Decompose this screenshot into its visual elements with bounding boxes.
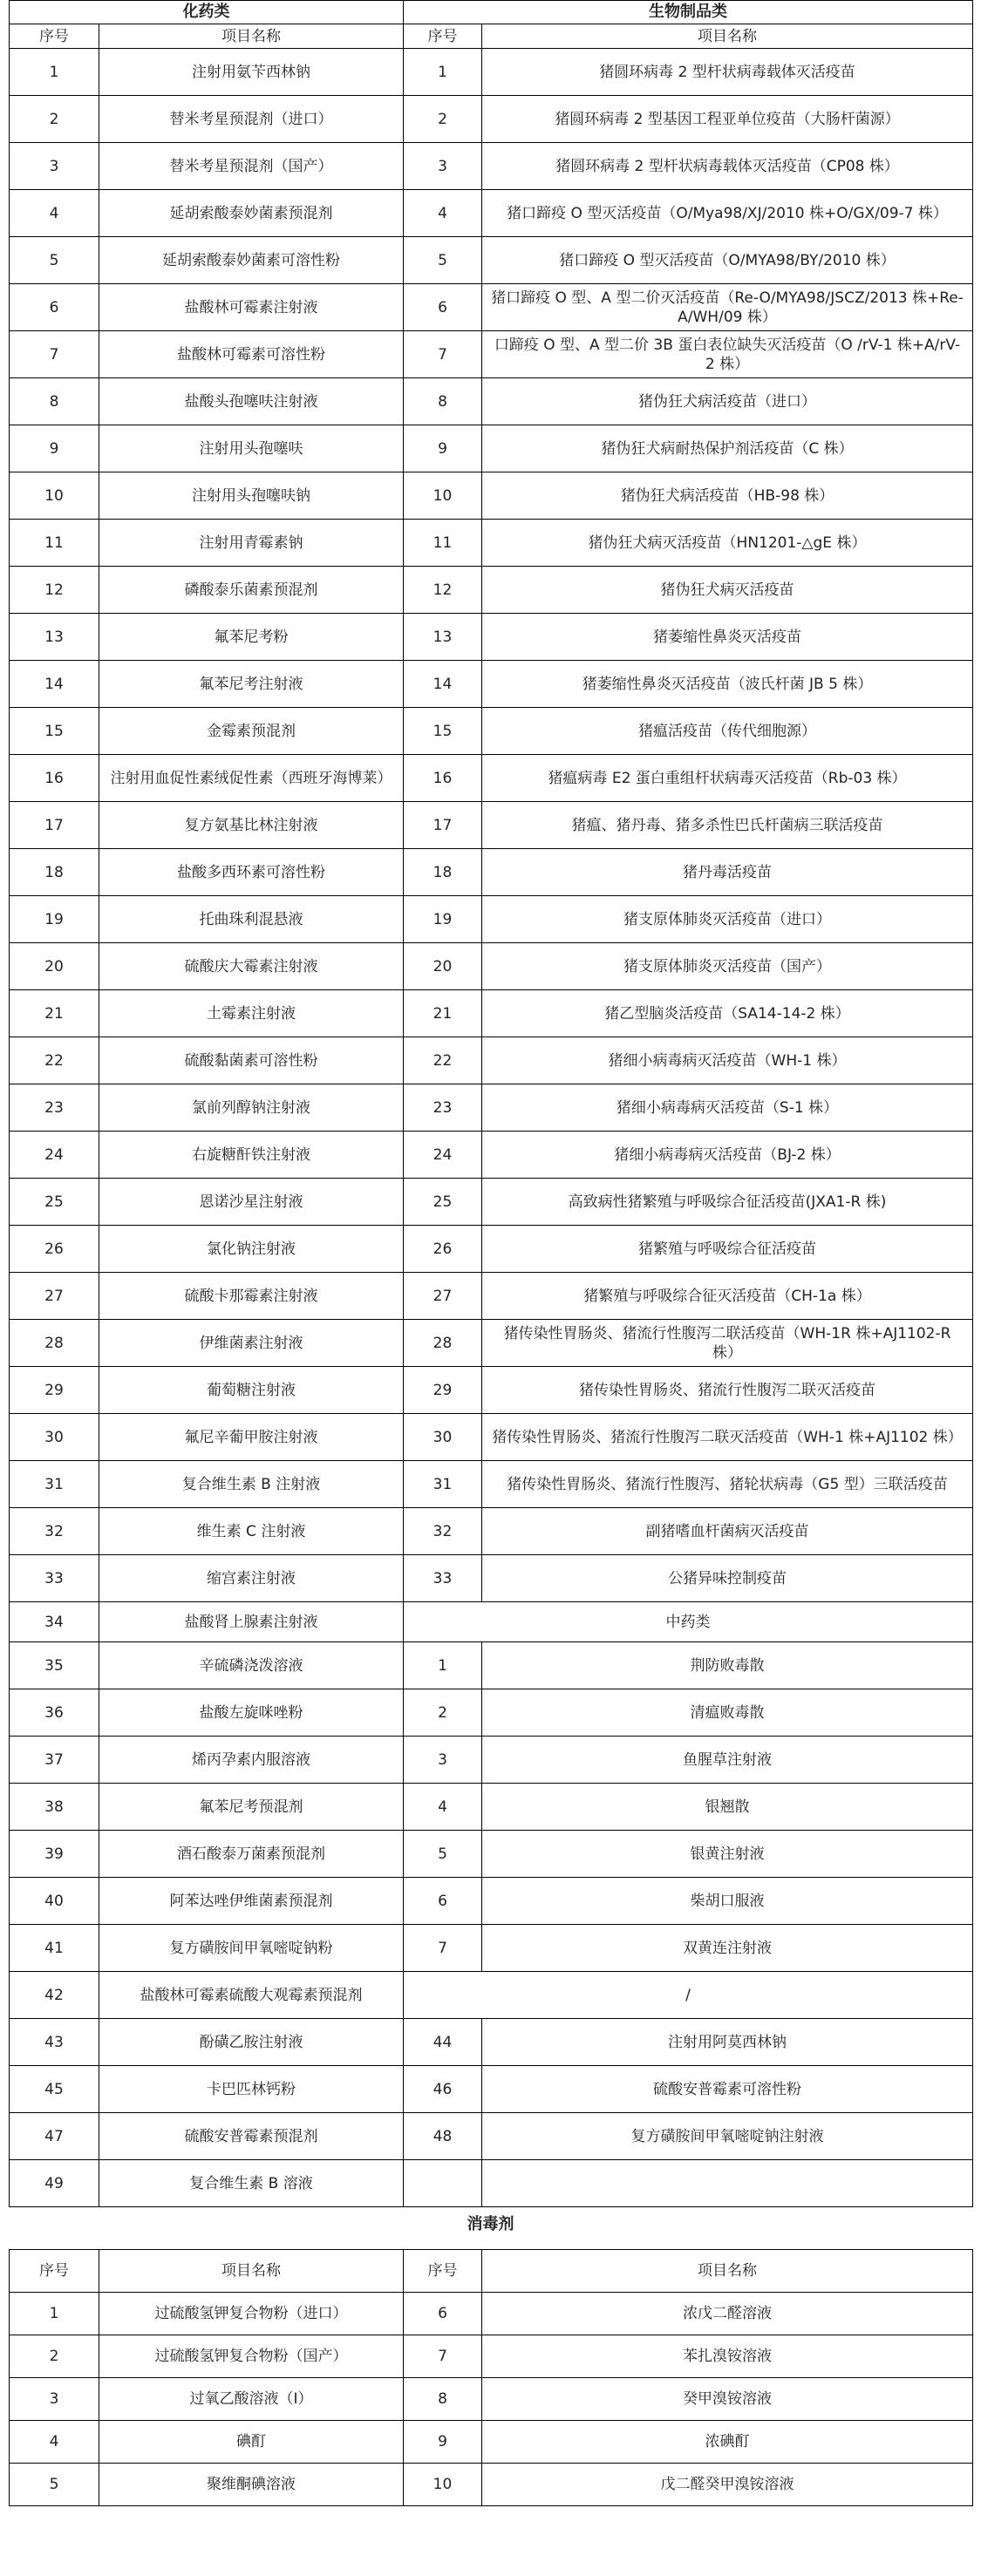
bio-item-no: 1	[404, 49, 482, 96]
chem-item-name: 托曲珠利混悬液	[99, 896, 404, 943]
chem-item-name: 酒石酸泰万菌素预混剂	[99, 1831, 404, 1878]
table-row	[10, 2464, 973, 2506]
chem-item-name: 注射用头孢噻呋钠	[99, 472, 404, 520]
table-row	[10, 49, 973, 96]
table-row	[10, 2019, 973, 2066]
chem-item-no: 31	[10, 1461, 99, 1508]
chem-item-name: 硫酸庆大霉素注射液	[99, 943, 404, 990]
dis-col-no-header: 序号	[10, 2250, 99, 2293]
tcm-item-no: 7	[404, 1925, 482, 1972]
bio-item-no: 24	[404, 1132, 482, 1179]
chem-item-no: 42	[10, 1972, 99, 2019]
chem-item-name: 复合维生素 B 溶液	[99, 2160, 404, 2207]
table-row	[10, 1508, 973, 1555]
bio-item-name: 猪萎缩性鼻炎灭活疫苗（波氏杆菌 JB 5 株）	[482, 661, 973, 708]
bio-item-name: 猪繁殖与呼吸综合征灭活疫苗（CH-1a 株）	[482, 1273, 973, 1320]
table-row	[10, 1972, 973, 2019]
chem-item-no: 45	[10, 2066, 99, 2113]
chem-item-no: 18	[10, 849, 99, 896]
dis-item-name: 过硫酸氢钾复合物粉（进口）	[99, 2293, 404, 2335]
bio-item-no: 18	[404, 849, 482, 896]
bio-item-no: 11	[404, 520, 482, 567]
chem-item-name: 卡巴匹林钙粉	[99, 2066, 404, 2113]
bio-item-no: 25	[404, 1179, 482, 1226]
dis-item-name: 戊二醛癸甲溴铵溶液	[482, 2464, 973, 2506]
chem-item-name: 酚磺乙胺注射液	[99, 2019, 404, 2066]
chem-item-name: 金霉素预混剂	[99, 708, 404, 755]
table-row	[10, 943, 973, 990]
dis-item-no: 5	[10, 2464, 99, 2506]
bio-item-no: 23	[404, 1084, 482, 1132]
chem-item-no: 9	[10, 425, 99, 472]
bio-item-name: 副猪嗜血杆菌病灭活疫苗	[482, 1508, 973, 1555]
bio-item-no: 2	[404, 96, 482, 143]
bio-item-no: 31	[404, 1461, 482, 1508]
chem-item-no: 12	[10, 567, 99, 614]
table-row	[10, 2066, 973, 2113]
tcm-category-header: 中药类	[404, 1602, 973, 1642]
chem-item-no: 26	[10, 1226, 99, 1273]
bio-item-no: 5	[404, 237, 482, 284]
chem-item-name: 盐酸左旋咪唑粉	[99, 1689, 404, 1737]
chem-item-name: 盐酸肾上腺素注射液	[99, 1602, 404, 1642]
bio-item-name: 猪口蹄疫 O 型、A 型二价灭活疫苗（Re-O/MYA98/JSCZ/2013 株+Re-A/WH/09 株）	[482, 284, 973, 331]
dis-col-name-header-2: 项目名称	[482, 2250, 973, 2293]
bio-item-name: 猪传染性胃肠炎、猪流行性腹泻二联灭活疫苗（WH-1 株+AJ1102 株）	[482, 1414, 973, 1461]
bio-item-name: 猪口蹄疫 O 型灭活疫苗（O/Mya98/XJ/2010 株+O/GX/09-7 株）	[482, 190, 973, 237]
chem-item-no: 6	[10, 284, 99, 331]
chem-item-name: 伊维菌素注射液	[99, 1320, 404, 1367]
chem-item-name: 盐酸头孢噻呋注射液	[99, 378, 404, 425]
bio-item-no: 10	[404, 472, 482, 520]
chem-item-no: 7	[10, 331, 99, 378]
chem-item-name: 注射用青霉素钠	[99, 520, 404, 567]
bio-item-no: 8	[404, 378, 482, 425]
chem-item-name: 氯化钠注射液	[99, 1226, 404, 1273]
chem-item-name: 注射用氨苄西林钠	[99, 49, 404, 96]
table-row	[10, 190, 973, 237]
table-row	[10, 425, 973, 472]
dis-item-no: 4	[10, 2421, 99, 2464]
bio-item-name: 猪圆环病毒 2 型杆状病毒载体灭活疫苗（CP08 株）	[482, 143, 973, 190]
chem-item-name: 延胡索酸泰妙菌素可溶性粉	[99, 237, 404, 284]
table-row	[10, 143, 973, 190]
chem-item-no: 22	[10, 1037, 99, 1084]
dis-item-name: 苯扎溴铵溶液	[482, 2335, 973, 2378]
chem-item-name: 氟苯尼考注射液	[99, 661, 404, 708]
bio-item-name: 猪繁殖与呼吸综合征活疫苗	[482, 1226, 973, 1273]
chem-item-no: 49	[10, 2160, 99, 2207]
chem-item-no: 16	[10, 755, 99, 802]
chem-item-no: 27	[10, 1273, 99, 1320]
table-row	[10, 1226, 973, 1273]
chem-item-name: 注射用血促性素绒促性素（西班牙海博莱）	[99, 755, 404, 802]
bio-item-no: 26	[404, 1226, 482, 1273]
bio-item-name: 口蹄疫 O 型、A 型二价 3B 蛋白表位缺失灭活疫苗（O /rV-1 株+A/rV-2 株）	[482, 331, 973, 378]
table-row	[10, 2421, 973, 2464]
chem-item-name: 氟苯尼考粉	[99, 614, 404, 661]
bio-item-no: 17	[404, 802, 482, 849]
bio-item-no: 22	[404, 1037, 482, 1084]
bio-item-name: 高致病性猪繁殖与呼吸综合征活疫苗(JXA1-R 株)	[482, 1179, 973, 1226]
bio-item-no: 16	[404, 755, 482, 802]
chem-item-no: 20	[10, 943, 99, 990]
dis-item-no: 6	[404, 2293, 482, 2335]
chem-item-name: 维生素 C 注射液	[99, 1508, 404, 1555]
bio-item-no: 9	[404, 425, 482, 472]
bio-item-name: 猪细小病毒病灭活疫苗（S-1 株）	[482, 1084, 973, 1132]
chem-item-no: 38	[10, 1784, 99, 1831]
chem-item-name: 硫酸卡那霉素注射液	[99, 1273, 404, 1320]
table-row	[10, 614, 973, 661]
empty-slash-cell: /	[404, 1972, 973, 2019]
bio-item-name: 猪萎缩性鼻炎灭活疫苗	[482, 614, 973, 661]
tcm-item-name: 柴胡口服液	[482, 1878, 973, 1925]
bio-item-name: 猪传染性胃肠炎、猪流行性腹泻、猪轮状病毒（G5 型）三联活疫苗	[482, 1461, 973, 1508]
bio-item-no: 19	[404, 896, 482, 943]
bio-item-no: 28	[404, 1320, 482, 1367]
bio-col-no-header: 序号	[404, 24, 482, 49]
extra-item-no: 48	[404, 2113, 482, 2160]
bio-item-no: 12	[404, 567, 482, 614]
dis-item-name: 癸甲溴铵溶液	[482, 2378, 973, 2421]
table-row	[10, 755, 973, 802]
bio-item-name: 公猪异味控制疫苗	[482, 1555, 973, 1602]
table-row	[10, 520, 973, 567]
table-row	[10, 1132, 973, 1179]
table-row	[10, 1414, 973, 1461]
bio-item-no: 15	[404, 708, 482, 755]
chem-item-name: 恩诺沙星注射液	[99, 1179, 404, 1226]
chem-item-name: 盐酸多西环素可溶性粉	[99, 849, 404, 896]
bio-item-name: 猪伪狂犬病耐热保护剂活疫苗（C 株）	[482, 425, 973, 472]
chem-item-no: 14	[10, 661, 99, 708]
bio-item-name: 猪支原体肺炎灭活疫苗（进口）	[482, 896, 973, 943]
chem-item-name: 右旋糖酐铁注射液	[99, 1132, 404, 1179]
chem-item-no: 47	[10, 2113, 99, 2160]
extra-item-no: 44	[404, 2019, 482, 2066]
extra-item-name: 硫酸安普霉素可溶性粉	[482, 2066, 973, 2113]
bio-item-name: 猪丹毒活疫苗	[482, 849, 973, 896]
chem-category-header: 化药类	[10, 1, 404, 24]
bio-item-no: 7	[404, 331, 482, 378]
chem-item-no: 4	[10, 190, 99, 237]
table-row	[10, 1689, 973, 1737]
table-row	[10, 1878, 973, 1925]
chem-item-name: 烯丙孕素内服溶液	[99, 1737, 404, 1784]
table-row	[10, 1784, 973, 1831]
table-row	[10, 331, 973, 378]
chem-item-name: 硫酸黏菌素可溶性粉	[99, 1037, 404, 1084]
tcm-item-no: 3	[404, 1737, 482, 1784]
chem-item-no: 39	[10, 1831, 99, 1878]
bio-item-name: 猪细小病毒病灭活疫苗（WH-1 株）	[482, 1037, 973, 1084]
table-row	[10, 472, 973, 520]
chem-item-name: 替米考星预混剂（国产）	[99, 143, 404, 190]
chem-item-name: 辛硫磷浇泼溶液	[99, 1642, 404, 1689]
dis-item-no: 10	[404, 2464, 482, 2506]
dis-item-no: 7	[404, 2335, 482, 2378]
chem-item-name: 氟苯尼考预混剂	[99, 1784, 404, 1831]
table-row	[10, 990, 973, 1037]
tcm-item-name: 鱼腥草注射液	[482, 1737, 973, 1784]
bio-item-no: 33	[404, 1555, 482, 1602]
bio-item-name: 猪瘟、猪丹毒、猪多杀性巴氏杆菌病三联活疫苗	[482, 802, 973, 849]
bio-item-no: 13	[404, 614, 482, 661]
table-row	[10, 1737, 973, 1784]
tcm-item-no: 2	[404, 1689, 482, 1737]
chem-item-name: 复合维生素 B 注射液	[99, 1461, 404, 1508]
bio-item-no: 3	[404, 143, 482, 190]
table-row	[10, 378, 973, 425]
tcm-item-no: 4	[404, 1784, 482, 1831]
dis-item-no: 8	[404, 2378, 482, 2421]
bio-item-name: 猪细小病毒病灭活疫苗（BJ-2 株）	[482, 1132, 973, 1179]
table-row	[10, 1320, 973, 1367]
table-row	[10, 1602, 973, 1642]
chem-item-no: 8	[10, 378, 99, 425]
bio-item-no: 21	[404, 990, 482, 1037]
chem-item-no: 41	[10, 1925, 99, 1972]
chem-item-name: 复方氨基比林注射液	[99, 802, 404, 849]
chem-item-no: 25	[10, 1179, 99, 1226]
main-table	[9, 0, 973, 2207]
chem-item-no: 19	[10, 896, 99, 943]
table-row	[10, 1925, 973, 1972]
table-row	[10, 708, 973, 755]
bio-item-no: 14	[404, 661, 482, 708]
chem-item-name: 替米考星预混剂（进口）	[99, 96, 404, 143]
tcm-item-no: 6	[404, 1878, 482, 1925]
chem-item-no: 35	[10, 1642, 99, 1689]
table-row	[10, 1179, 973, 1226]
chem-item-no: 28	[10, 1320, 99, 1367]
chem-item-no: 11	[10, 520, 99, 567]
chem-item-name: 硫酸安普霉素预混剂	[99, 2113, 404, 2160]
chem-item-no: 24	[10, 1132, 99, 1179]
bio-item-no: 30	[404, 1414, 482, 1461]
dis-item-no: 3	[10, 2378, 99, 2421]
disinfectant-table	[9, 2249, 973, 2506]
bio-item-name: 猪瘟活疫苗（传代细胞源）	[482, 708, 973, 755]
dis-item-no: 1	[10, 2293, 99, 2335]
chem-item-no: 32	[10, 1508, 99, 1555]
dis-item-name: 浓碘酊	[482, 2421, 973, 2464]
chem-item-name: 盐酸林可霉素注射液	[99, 284, 404, 331]
chem-item-no: 43	[10, 2019, 99, 2066]
chem-item-name: 延胡索酸泰妙菌素预混剂	[99, 190, 404, 237]
bio-item-no: 20	[404, 943, 482, 990]
table-row	[10, 2113, 973, 2160]
table-row	[10, 1084, 973, 1132]
chem-item-no: 5	[10, 237, 99, 284]
bio-item-name: 猪口蹄疫 O 型灭活疫苗（O/MYA98/BY/2010 株）	[482, 237, 973, 284]
chem-item-no: 2	[10, 96, 99, 143]
chem-item-name: 氯前列醇钠注射液	[99, 1084, 404, 1132]
chem-item-no: 40	[10, 1878, 99, 1925]
disinfectant-section	[9, 2199, 972, 2506]
bio-item-no: 29	[404, 1367, 482, 1414]
bio-item-no: 32	[404, 1508, 482, 1555]
chem-item-name: 盐酸林可霉素硫酸大观霉素预混剂	[99, 1972, 404, 2019]
chem-item-no: 33	[10, 1555, 99, 1602]
bio-item-name: 猪伪狂犬病活疫苗（进口）	[482, 378, 973, 425]
bio-category-header: 生物制品类	[404, 1, 973, 24]
table-row	[10, 1555, 973, 1602]
table-row	[10, 2293, 973, 2335]
bio-col-name-header: 项目名称	[482, 24, 973, 49]
chem-item-name: 盐酸林可霉素可溶性粉	[99, 331, 404, 378]
table-row	[10, 2378, 973, 2421]
table-row	[10, 1273, 973, 1320]
bio-item-name: 猪圆环病毒 2 型基因工程亚单位疫苗（大肠杆菌源）	[482, 96, 973, 143]
chem-item-name: 复方磺胺间甲氧嘧啶钠粉	[99, 1925, 404, 1972]
table-row	[10, 284, 973, 331]
chem-item-no: 13	[10, 614, 99, 661]
chem-item-name: 阿苯达唑伊维菌素预混剂	[99, 1878, 404, 1925]
bio-item-name: 猪传染性胃肠炎、猪流行性腹泻二联灭活疫苗	[482, 1367, 973, 1414]
disinfectant-title: 消毒剂	[467, 2215, 514, 2233]
table-row	[10, 1037, 973, 1084]
chem-item-no: 17	[10, 802, 99, 849]
bio-item-name: 猪伪狂犬病灭活疫苗	[482, 567, 973, 614]
chem-item-name: 缩宫素注射液	[99, 1555, 404, 1602]
tcm-item-name: 双黄连注射液	[482, 1925, 973, 1972]
chem-item-name: 磷酸泰乐菌素预混剂	[99, 567, 404, 614]
chem-item-name: 葡萄糖注射液	[99, 1367, 404, 1414]
extra-item-no: 46	[404, 2066, 482, 2113]
bio-item-name: 猪伪狂犬病灭活疫苗（HN1201-△gE 株）	[482, 520, 973, 567]
bio-item-no: 27	[404, 1273, 482, 1320]
table-row	[10, 567, 973, 614]
table-row	[10, 661, 973, 708]
tcm-item-name: 银黄注射液	[482, 1831, 973, 1878]
bio-item-name: 猪瘟病毒 E2 蛋白重组杆状病毒灭活疫苗（Rb-03 株）	[482, 755, 973, 802]
chem-col-name-header: 项目名称	[99, 24, 404, 49]
dis-item-name: 聚维酮碘溶液	[99, 2464, 404, 2506]
table-row	[10, 1461, 973, 1508]
tcm-item-name: 清瘟败毒散	[482, 1689, 973, 1737]
table-row	[10, 849, 973, 896]
extra-item-name: 复方磺胺间甲氧嘧啶钠注射液	[482, 2113, 973, 2160]
chem-item-name: 注射用头孢噻呋	[99, 425, 404, 472]
chem-col-no-header: 序号	[10, 24, 99, 49]
bio-item-name: 猪伪狂犬病活疫苗（HB-98 株）	[482, 472, 973, 520]
bio-item-no: 6	[404, 284, 482, 331]
dis-item-name: 浓戊二醛溶液	[482, 2293, 973, 2335]
table-row	[10, 96, 973, 143]
tcm-item-name: 银翘散	[482, 1784, 973, 1831]
bio-item-no: 4	[404, 190, 482, 237]
dis-item-name: 过氧乙酸溶液（Ⅰ）	[99, 2378, 404, 2421]
chem-item-no: 36	[10, 1689, 99, 1737]
dis-col-name-header: 项目名称	[99, 2250, 404, 2293]
dis-item-no: 9	[404, 2421, 482, 2464]
chem-item-name: 氟尼辛葡甲胺注射液	[99, 1414, 404, 1461]
bio-item-name: 猪支原体肺炎灭活疫苗（国产）	[482, 943, 973, 990]
tcm-item-name: 荆防败毒散	[482, 1642, 973, 1689]
table-row	[10, 2335, 973, 2378]
chem-item-name: 土霉素注射液	[99, 990, 404, 1037]
chem-item-no: 30	[10, 1414, 99, 1461]
dis-col-no-header-2: 序号	[404, 2250, 482, 2293]
chem-item-no: 34	[10, 1602, 99, 1642]
chem-item-no: 3	[10, 143, 99, 190]
chem-item-no: 21	[10, 990, 99, 1037]
chem-item-no: 1	[10, 49, 99, 96]
dis-item-name: 过硫酸氢钾复合物粉（国产）	[99, 2335, 404, 2378]
bio-item-name: 猪乙型脑炎活疫苗（SA14-14-2 株）	[482, 990, 973, 1037]
tcm-item-no: 1	[404, 1642, 482, 1689]
table-row	[10, 1642, 973, 1689]
table-row	[10, 802, 973, 849]
table-row	[10, 1367, 973, 1414]
table-row	[10, 237, 973, 284]
table-row	[10, 1831, 973, 1878]
chem-item-no: 29	[10, 1367, 99, 1414]
table-row	[10, 896, 973, 943]
main-table-wrapper	[9, 0, 972, 2207]
dis-item-name: 碘酊	[99, 2421, 404, 2464]
dis-item-no: 2	[10, 2335, 99, 2378]
bio-item-name: 猪传染性胃肠炎、猪流行性腹泻二联活疫苗（WH-1R 株+AJ1102-R 株）	[482, 1320, 973, 1367]
bio-item-name: 猪圆环病毒 2 型杆状病毒载体灭活疫苗	[482, 49, 973, 96]
chem-item-no: 37	[10, 1737, 99, 1784]
chem-item-no: 23	[10, 1084, 99, 1132]
chem-item-no: 10	[10, 472, 99, 520]
tcm-item-no: 5	[404, 1831, 482, 1878]
extra-item-name: 注射用阿莫西林钠	[482, 2019, 973, 2066]
chem-item-no: 15	[10, 708, 99, 755]
